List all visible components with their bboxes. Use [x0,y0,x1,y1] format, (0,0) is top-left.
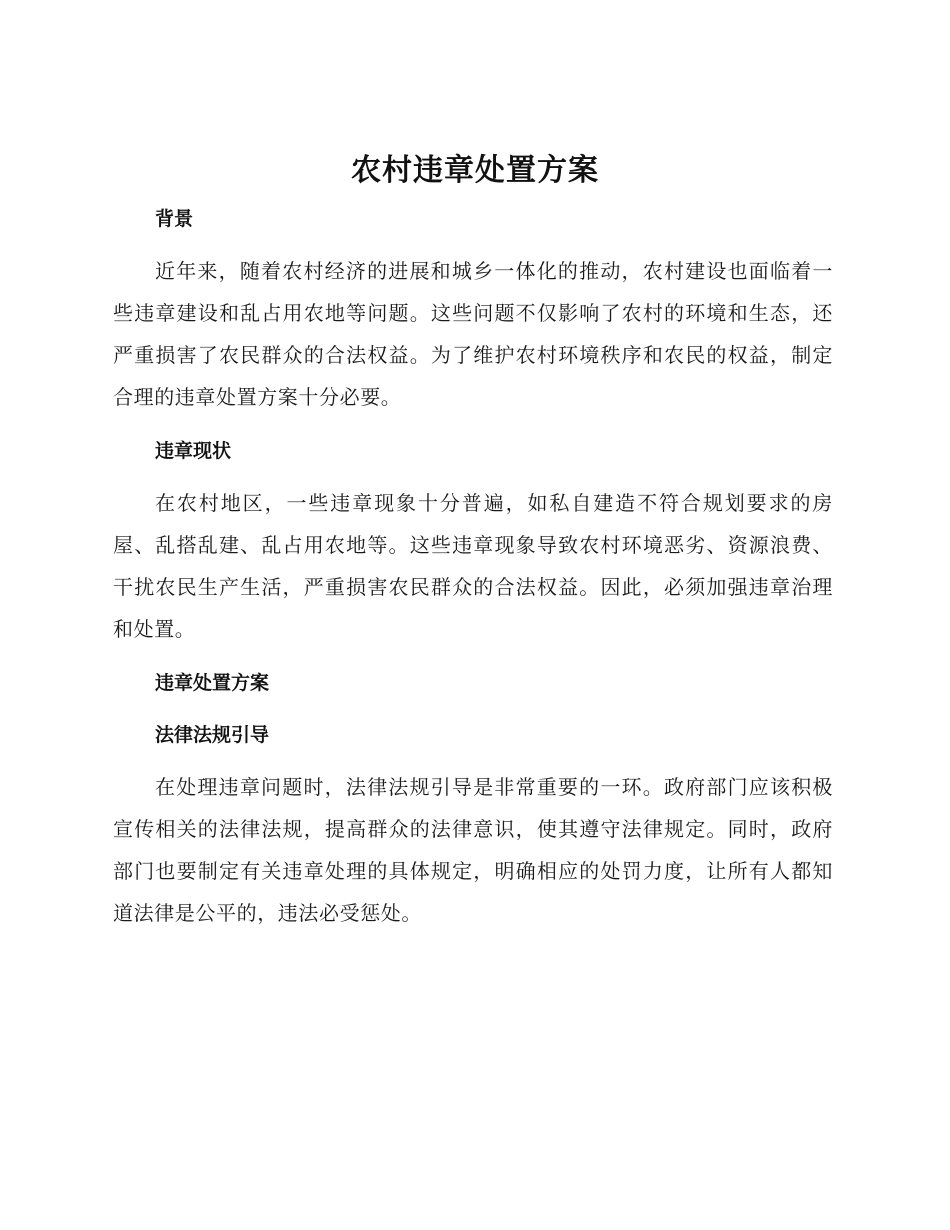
section-paragraph-current-status: 在农村地区，一些违章现象十分普遍，如私自建造不符合规划要求的房屋、乱搭乱建、乱占用农地等。这些违章现象导致农村环境恶劣、资源浪费、干扰农民生产生活，严重损害农民群众的合法权益。因此，必须加强违章治理和处置。 [113,491,833,641]
section-paragraph-legal-guidance: 在处理违章问题时，法律法规引导是非常重要的一环。政府部门应该积极宣传相关的法律法规，提高群众的法律意识，使其遵守法律规定。同时，政府部门也要制定有关违章处理的具体规定，明确相应的处罚力度，让所有人都知道法律是公平的，违法必受惩处。 [113,775,833,925]
section-heading-background: 背景 [155,208,194,230]
section-heading-current-status: 违章现状 [155,440,232,462]
document-body [113,198,833,934]
section-heading-legal-guidance: 法律法规引导 [155,724,270,746]
document-title: 农村违章处置方案 [351,153,599,188]
section-paragraph-background: 近年来，随着农村经济的进展和城乡一体化的推动，农村建设也面临着一些违章建设和乱占用农地等问题。这些问题不仅影响了农村的环境和生态，还严重损害了农民群众的合法权益。为了维护农村环境秩序和农民的权益，制定合理的违章处置方案十分必要。 [113,259,833,409]
section-heading-disposal-plan: 违章处置方案 [155,672,270,694]
